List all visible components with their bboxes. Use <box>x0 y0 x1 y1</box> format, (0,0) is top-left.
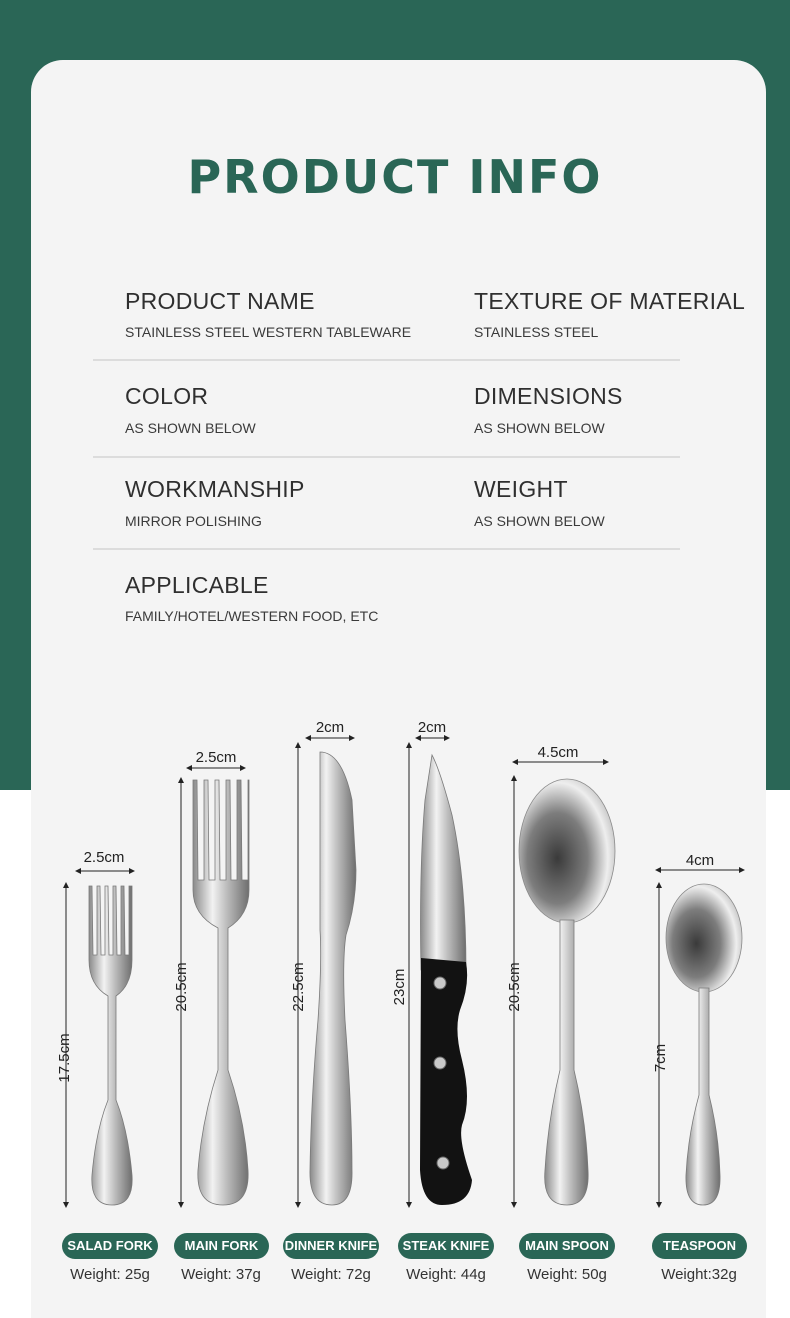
info-label-texture: TEXTURE OF MATERIAL <box>474 288 746 314</box>
info-label-workmanship: WORKMANSHIP <box>125 476 305 502</box>
length-label-main-spoon: 20.5cm <box>506 962 523 1012</box>
length-label-main-fork: 20.5cm <box>173 962 190 1012</box>
teaspoon-icon <box>666 884 742 1205</box>
item-name-teaspoon: TEASPOON <box>652 1233 747 1259</box>
item-name-main-spoon: MAIN SPOON <box>519 1233 615 1259</box>
divider <box>93 456 680 458</box>
page-title: PRODUCT INFO <box>187 150 603 204</box>
item-weight-main-fork: Weight: 37g <box>181 1266 261 1283</box>
info-label-color: COLOR <box>125 383 209 409</box>
item-weight-dinner-knife: Weight: 72g <box>291 1266 371 1283</box>
info-label-dimensions: DIMENSIONS <box>474 383 623 409</box>
info-label-product-name: PRODUCT NAME <box>125 288 315 314</box>
width-label-steak-knife: 2cm <box>417 719 447 736</box>
salad-fork-icon <box>89 886 132 1205</box>
steak-knife-icon <box>420 755 472 1205</box>
item-weight-salad-fork: Weight: 25g <box>70 1266 150 1283</box>
width-label-dinner-knife: 2cm <box>315 719 345 736</box>
item-weight-steak-knife: Weight: 44g <box>406 1266 486 1283</box>
info-value-texture: STAINLESS STEEL <box>474 324 599 340</box>
info-value-dimensions: AS SHOWN BELOW <box>474 420 605 436</box>
divider <box>93 548 680 550</box>
info-label-weight: WEIGHT <box>474 476 568 502</box>
info-value-applicable: FAMILY/HOTEL/WESTERN FOOD, ETC <box>125 608 379 624</box>
item-weight-teaspoon: Weight:32g <box>661 1266 737 1283</box>
length-label-salad-fork: 17.5cm <box>56 1033 73 1083</box>
item-weight-main-spoon: Weight: 50g <box>527 1266 607 1283</box>
main-spoon-icon <box>519 779 615 1205</box>
divider <box>93 359 680 361</box>
item-name-main-fork: MAIN FORK <box>174 1233 269 1259</box>
info-label-applicable: APPLICABLE <box>125 572 269 598</box>
cutlery-dimensions-figure <box>0 700 790 1230</box>
width-label-main-spoon: 4.5cm <box>537 744 579 761</box>
info-value-color: AS SHOWN BELOW <box>125 420 256 436</box>
info-value-product-name: STAINLESS STEEL WESTERN TABLEWARE <box>125 324 412 340</box>
item-name-salad-fork: SALAD FORK <box>62 1233 158 1259</box>
length-label-steak-knife: 23cm <box>391 968 408 1006</box>
item-name-steak-knife: STEAK KNIFE <box>398 1233 494 1259</box>
length-label-dinner-knife: 22.5cm <box>290 962 307 1012</box>
width-label-main-fork: 2.5cm <box>195 749 237 766</box>
info-value-workmanship: MIRROR POLISHING <box>125 513 262 529</box>
width-label-teaspoon: 4cm <box>685 852 715 869</box>
dinner-knife-icon <box>310 752 356 1205</box>
item-name-dinner-knife: DINNER KNIFE <box>283 1233 379 1259</box>
info-value-weight: AS SHOWN BELOW <box>474 513 605 529</box>
length-label-teaspoon: 7cm <box>652 1043 669 1073</box>
width-label-salad-fork: 2.5cm <box>83 849 125 866</box>
main-fork-icon <box>193 780 249 1205</box>
